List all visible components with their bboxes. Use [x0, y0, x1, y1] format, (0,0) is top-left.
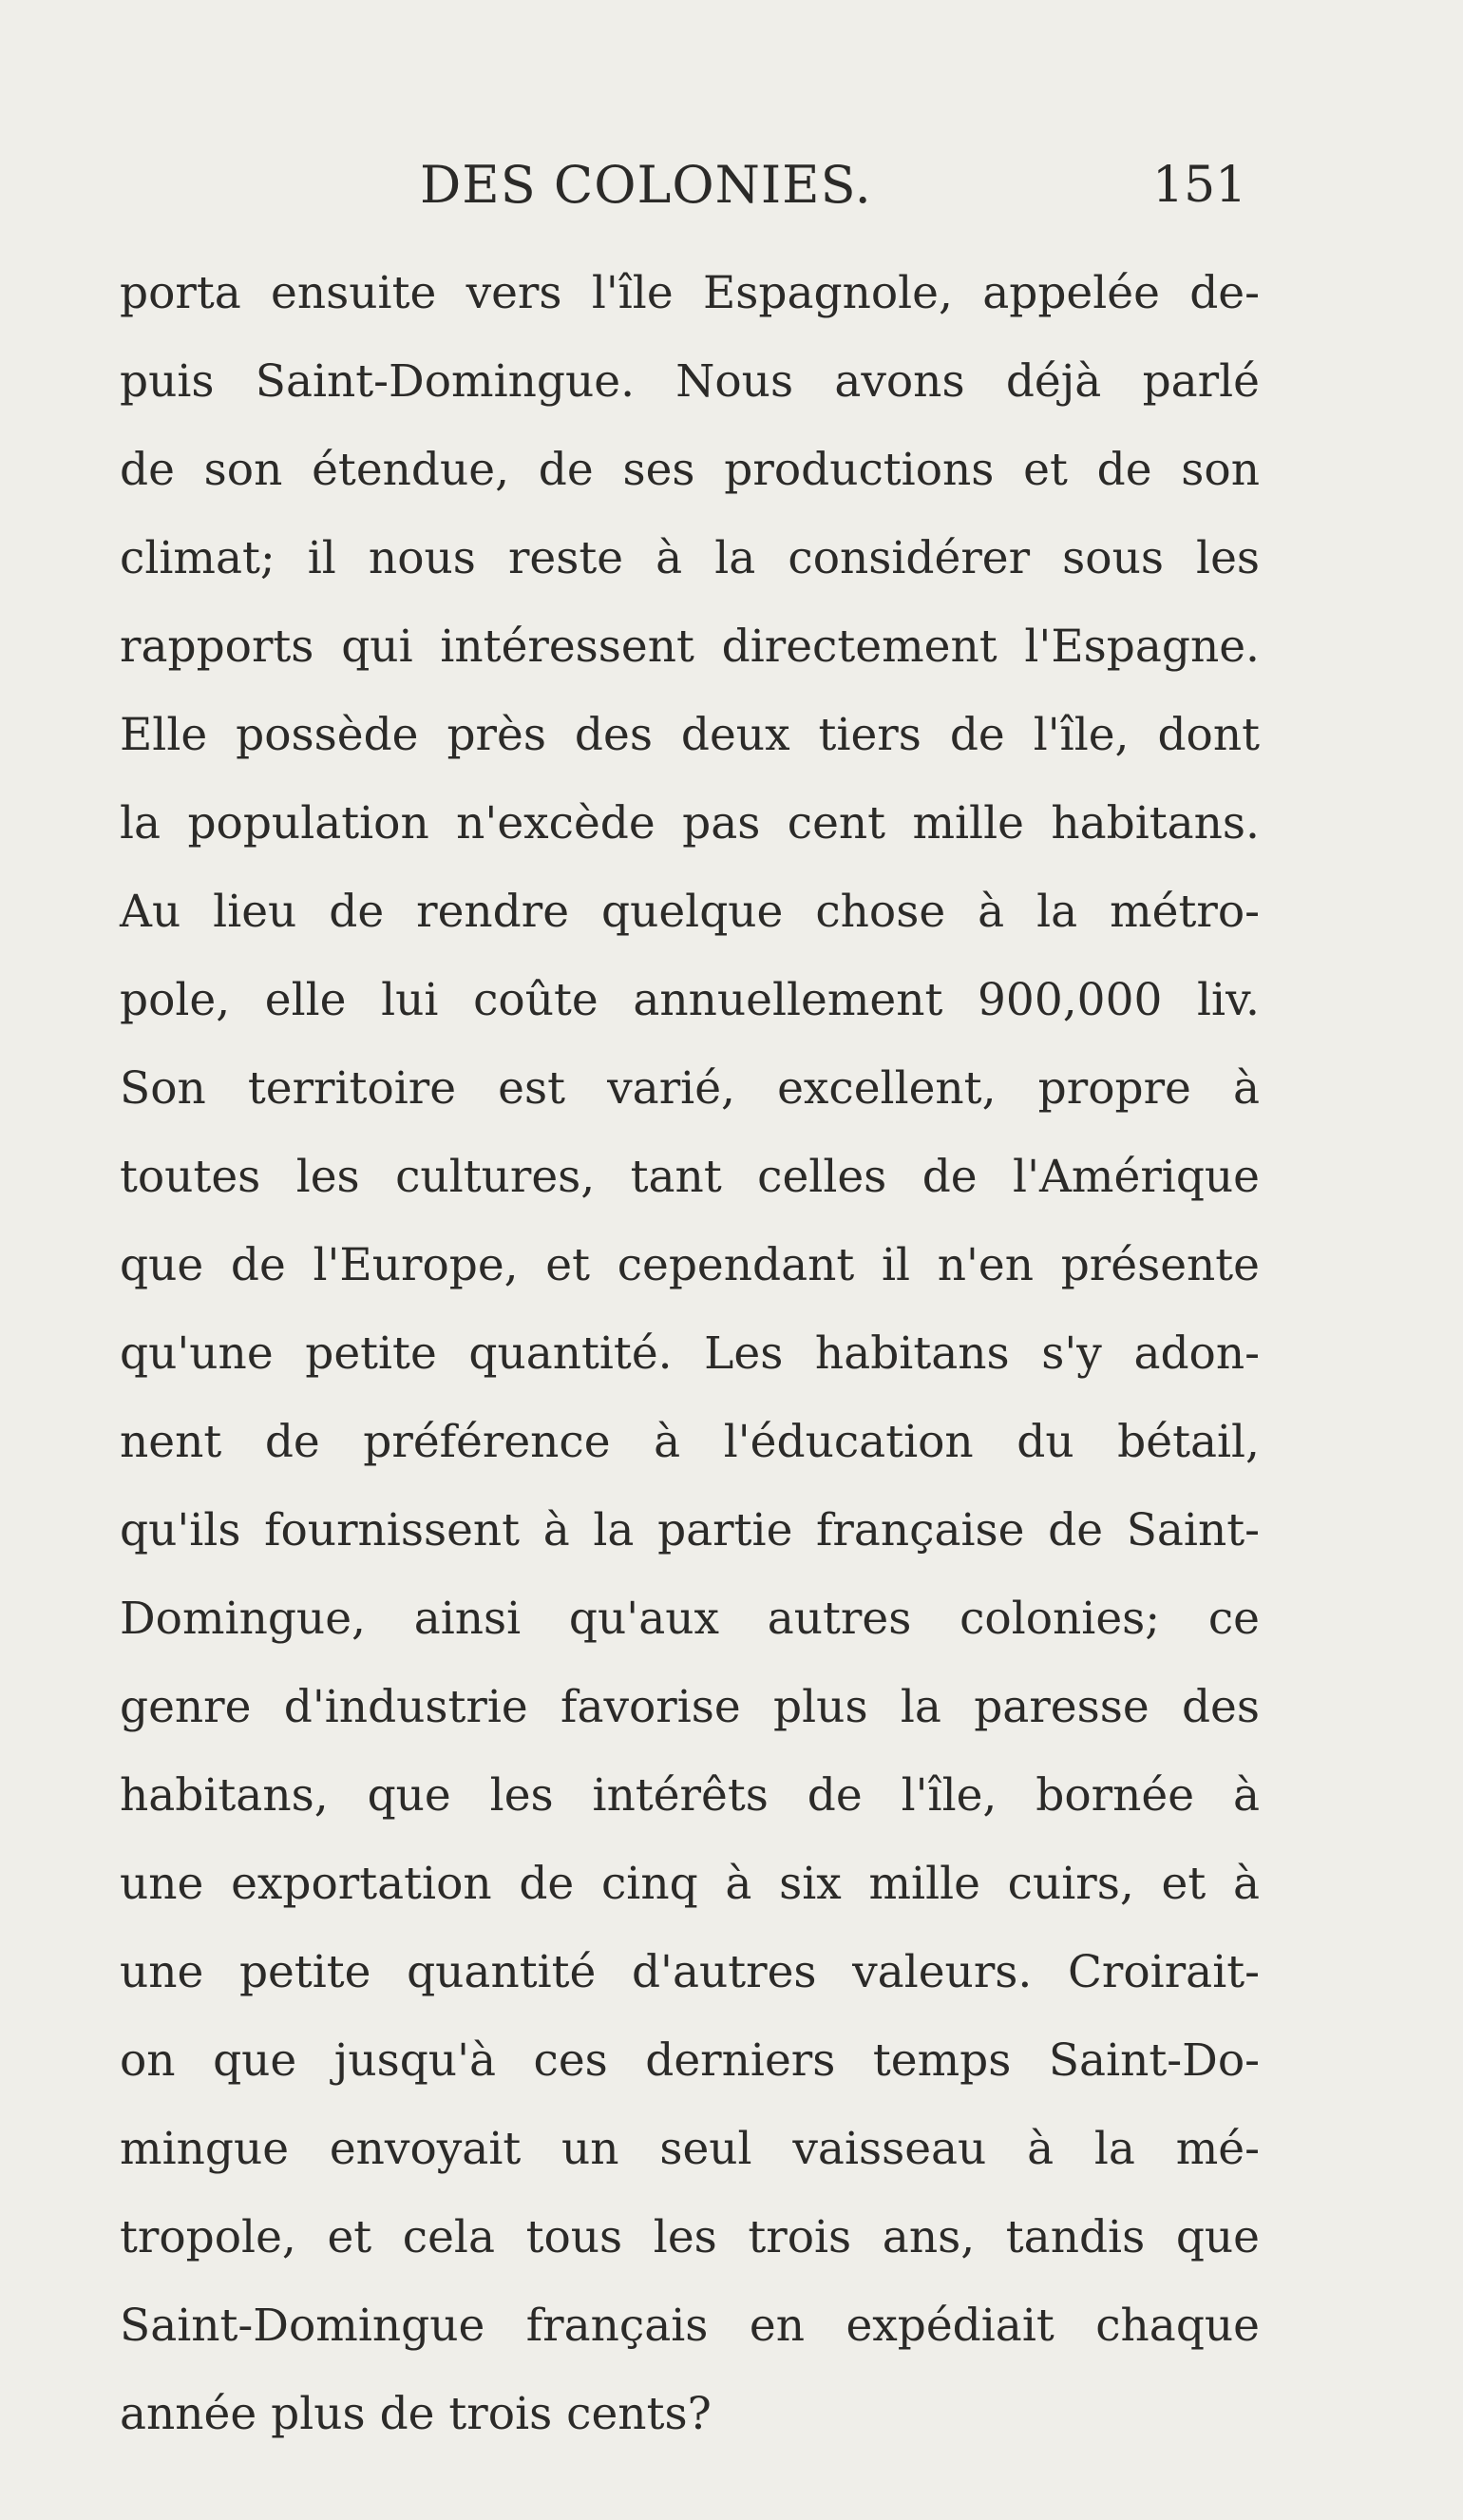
text-line: toutes les cultures, tant celles de l'Amérique [120, 1151, 1260, 1203]
text-line: tropole, et cela tous les trois ans, tandis que [120, 2211, 1260, 2263]
body-text [120, 249, 1260, 2458]
text-line: Au lieu de rendre quelque chose à la métro- [120, 886, 1260, 938]
text-line: qu'une petite quantité. Les habitans s'y adon- [120, 1327, 1260, 1380]
text-line: Son territoire est varié, excellent, propre à [120, 1062, 1260, 1115]
text-line: qu'ils fournissent à la partie française de Saint- [120, 1504, 1260, 1556]
text-line: une exportation de cinq à six mille cuirs, et à [120, 1858, 1260, 1910]
text-line: pole, elle lui coûte annuellement 900,000 liv. [120, 974, 1260, 1026]
text-line: puis Saint-Domingue. Nous avons déjà parlé [120, 355, 1260, 408]
text-line: de son étendue, de ses productions et de son [120, 444, 1260, 496]
text-line: la population n'excède pas cent mille habitans. [120, 797, 1260, 850]
text-line: climat; il nous reste à la considérer sous les [120, 532, 1260, 584]
text-line: mingue envoyait un seul vaisseau à la mé- [120, 2123, 1260, 2175]
text-line: année plus de trois cents? [120, 2388, 712, 2440]
text-line: porta ensuite vers l'île Espagnole, appelée de- [120, 267, 1260, 319]
running-title: DES COLONIES. [420, 155, 872, 215]
text-line: rapports qui intéressent directement l'Espagne. [120, 620, 1260, 673]
text-line: une petite quantité d'autres valeurs. Croirait- [120, 1946, 1260, 1998]
text-line: que de l'Europe, et cependant il n'en présente [120, 1239, 1260, 1291]
page-number: 151 [1152, 157, 1247, 214]
text-line: on que jusqu'à ces derniers temps Saint-Do- [120, 2034, 1260, 2087]
text-line: Saint-Domingue français en expédiait chaque [120, 2300, 1260, 2352]
text-line: genre d'industrie favorise plus la paresse des [120, 1681, 1260, 1733]
text-line: nent de préférence à l'éducation du bétail, [120, 1416, 1260, 1468]
text-line: habitans, que les intérêts de l'île, bornée à [120, 1769, 1260, 1822]
text-line: Elle possède près des deux tiers de l'île, dont [120, 709, 1260, 761]
page-header [0, 152, 1463, 219]
text-line: Domingue, ainsi qu'aux autres colonies; ce [120, 1593, 1260, 1645]
